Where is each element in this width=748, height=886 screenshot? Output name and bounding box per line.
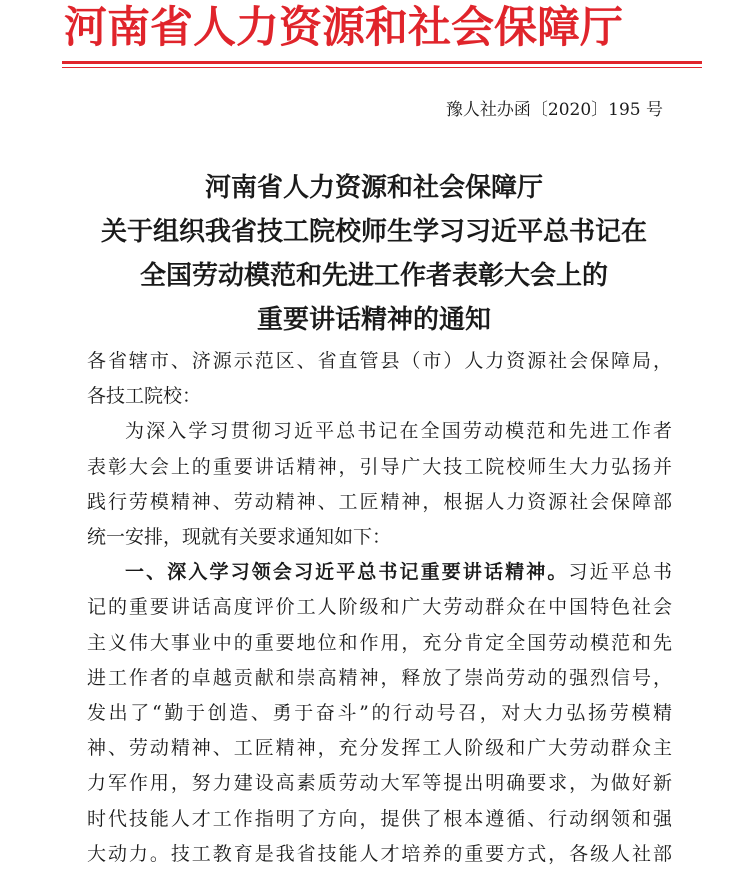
paragraph-line: 时代技能人才工作指明了方向，提供了根本遵循、行动纲领和强 xyxy=(87,807,672,830)
paragraph-line: 神、劳动精神、工匠精神，充分发挥工人阶级和广大劳动群众主 xyxy=(87,737,672,760)
section-heading: 一、深入学习领会习近平总书记重要讲话精神。 xyxy=(125,561,569,584)
title-line: 关于组织我省技工院校师生学习习近平总书记在 xyxy=(100,217,647,247)
paragraph-line: 主义伟大事业中的重要地位和作用，充分肯定全国劳动模范和先 xyxy=(87,631,672,654)
paragraph-line: 践行劳模精神、劳动精神、工匠精神，根据人力资源社会保障部 xyxy=(87,490,672,513)
title-line: 河南省人力资源和社会保障厅 xyxy=(204,173,543,203)
recipients-line: 各省辖市、济源示范区、省直管县（市）人力资源社会保障局， xyxy=(87,350,672,372)
section-text: 习近平总书 xyxy=(568,561,672,584)
document-title xyxy=(0,166,748,342)
section-heading-line xyxy=(87,555,672,590)
paragraph-line: 统一安排，现就有关要求通知如下： xyxy=(87,526,392,549)
title-line: 全国劳动模范和先进工作者表彰大会上的 xyxy=(139,261,608,291)
letterhead-rule-thick xyxy=(62,61,702,64)
letterhead-title: 河南省人力资源和社会保障厅 xyxy=(64,3,623,53)
paragraph-line: 发出了“勤于创造、勇于奋斗”的行动号召，对大力弘扬劳模精 xyxy=(87,702,672,725)
letterhead-rule-thin xyxy=(62,67,702,68)
paragraph-line: 进工作者的卓越贡献和崇高精神，释放了崇尚劳动的强烈信号， xyxy=(87,666,672,689)
paragraph-line: 表彰大会上的重要讲话精神，引导广大技工院校师生大力弘扬并 xyxy=(87,455,672,478)
recipients-line: 各技工院校： xyxy=(87,385,202,408)
paragraph-line: 记的重要讲话高度评价工人阶级和广大劳动群众在中国特色社会 xyxy=(87,596,672,619)
paragraph-line: 大动力。技工教育是我省技能人才培养的重要方式，各级人社部 xyxy=(87,842,672,865)
title-line: 重要讲话精神的通知 xyxy=(256,305,491,335)
paragraph-line: 为深入学习贯彻习近平总书记在全国劳动模范和先进工作者 xyxy=(125,420,672,443)
paragraph-line: 力军作用，努力建设高素质劳动大军等提出明确要求，为做好新 xyxy=(87,772,672,795)
document-number: 豫人社办函〔2020〕195 号 xyxy=(445,100,663,120)
document-body xyxy=(87,344,672,872)
